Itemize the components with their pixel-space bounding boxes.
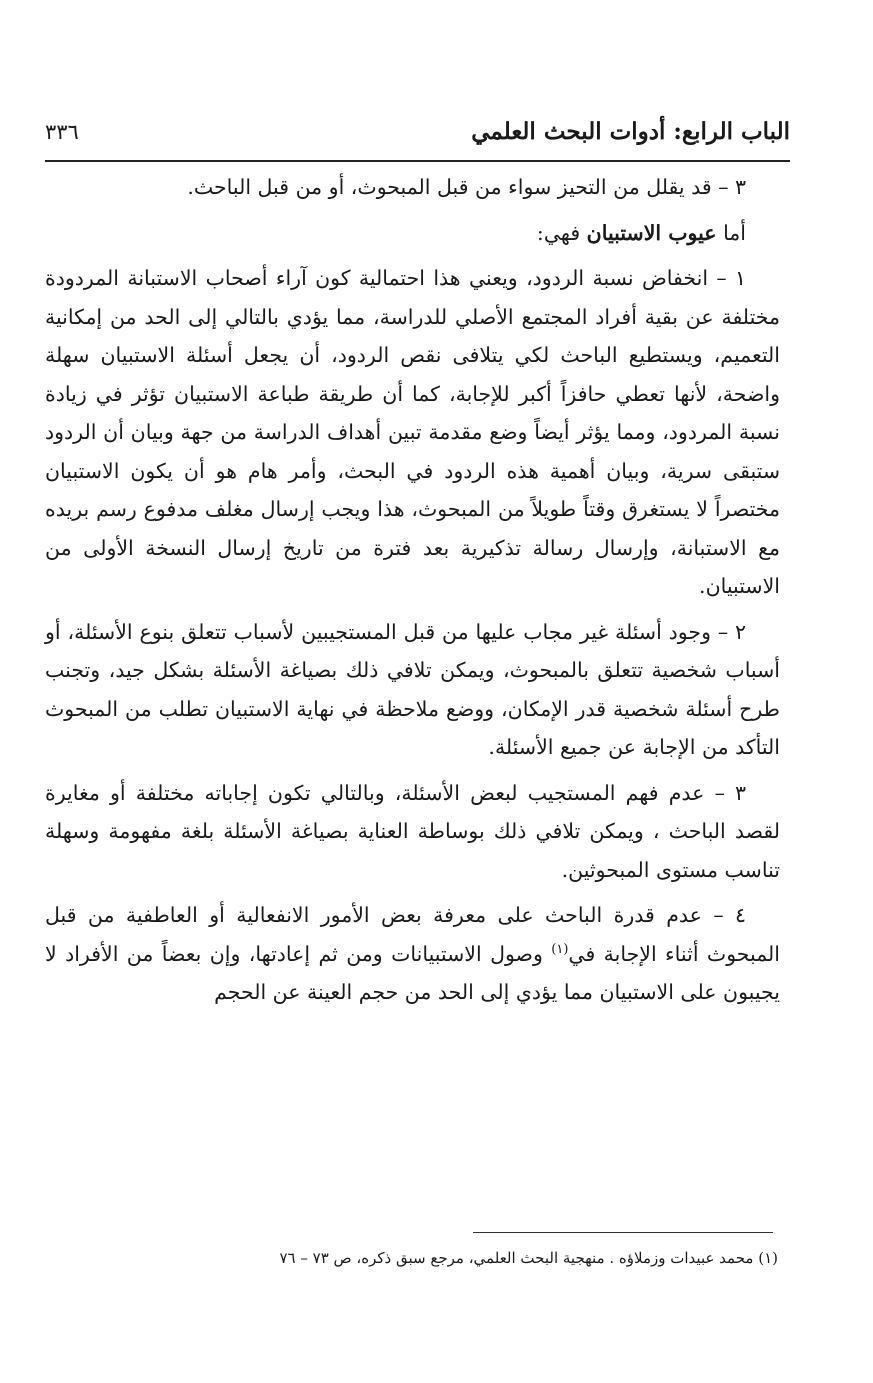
disadvantage-item-2: ٢ – وجود أسئلة غير مجاب عليها من قبل المستجيبين لأسباب تتعلق بنوع الأسئلة، أو أسباب شخصية تتعلق بالمبحوث، ويمكن تلافي ذلك بصياغة الأسئلة بشكل جيد، وتجنب طرح أسئلة شخصية قدر الإمكان، ووضع ملاحظة في نهاية الاستبيان تطلب من المبحوث التأكد من الإجابة عن جميع الأسئلة. <box>45 619 780 759</box>
item4-text-before: ٤ – عدم قدرة الباحث على معرفة بعض الأمور الانفعالية أو العاطفية من قبل المبحوث أثناء الإجابة في <box>45 903 780 966</box>
heading-bold: عيوب الاستبيان <box>586 220 717 245</box>
heading-lead: أما <box>716 220 746 245</box>
footnote: (١) محمد عبيدات وزملاؤه . منهجية البحث العلمي، مرجع سبق ذكره، ص ٧٣ – ٧٦ <box>279 1249 778 1267</box>
item4-text-after: وصول الاستبيانات ومن ثم إعادتها، وإن بعضاً من الأفراد لا يجيبون على الاستبيان مما يؤدي إلى الحد من حجم العينة عن الحجم <box>45 941 780 1004</box>
advantage-item-3: ٣ – قد يقلل من التحيز سواء من قبل المبحوث، أو من قبل الباحث. <box>187 175 746 199</box>
page-number: ٣٣٦ <box>45 120 79 144</box>
heading-tail: فهي: <box>536 220 587 245</box>
disadvantages-heading <box>45 214 780 253</box>
disadvantage-item-3: ٣ – عدم فهم المستجيب لبعض الأسئلة، وبالتالي تكون إجاباته مختلفة أو مغايرة لقصد الباحث ، ويمكن تلافي ذلك بوساطة العناية بصياغة الأسئلة بلغة مفهومة وسهلة تناسب مستوى المبحوثين. <box>45 780 780 882</box>
footnote-marker: (١) <box>551 941 569 957</box>
running-header <box>45 110 790 162</box>
footnote-divider <box>473 1232 773 1233</box>
disadvantage-item-4 <box>45 896 780 1012</box>
chapter-title: الباب الرابع: أدوات البحث العلمي <box>471 118 790 145</box>
disadvantage-item-1: ١ – انخفاض نسبة الردود، ويعني هذا احتمالية كون آراء أصحاب الاستبانة المردودة مختلفة عن بقية أفراد المجتمع الأصلي للدراسة، مما يؤدي بالتالي إلى الحد من إمكانية التعميم، ويستطيع الباحث لكي يتلافى نقص الردود، أن يجعل أسئلة الاستبيان سهلة واضحة، لأنها تعطي حافزاً أكبر للإجابة، كما أن طريقة طباعة الاستبيان تؤثر في زيادة نسبة المردود، ومما يؤثر أيضاً وضع مقدمة تبين أهداف الدراسة من جهة وبيان أن الردود ستبقى سرية، وبيان أهمية هذه الردود في البحث، وأمر هام هو أن يكون الاستبيان مختصراً لا يستغرق وقتاً طويلاً من المبحوث، هذا ويجب إرسال مغلف مدفوع رسم بريده مع الاستبانة، وإرسال رسالة تذكيرية بعد فترة من تاريخ إرسال النسخة الأولى من الاستبيان. <box>45 266 780 598</box>
main-text <box>45 168 780 1019</box>
